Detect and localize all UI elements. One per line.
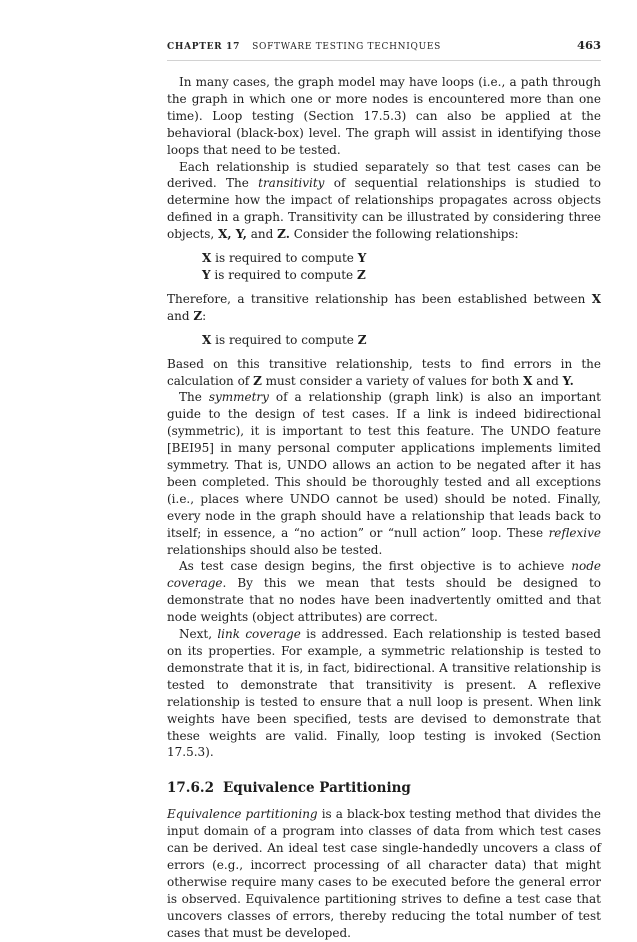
text-segment: is required to compute [210, 267, 357, 282]
section-heading [167, 780, 601, 797]
text-segment: Y [202, 267, 211, 282]
text-segment: is addressed. Each relationship is tested based on its properties. For example, a symmetric relationship is tested to demonstrate that it is, in fact, bidirectional. A transitive relationship is tested to demonstrate that transitivity is present. A reflexive relationship is tested to ensure that a null loop is present. When link weights have been specified, tests are devised to demonstrate that these weights are valid. Finally, loop testing is invoked (Section 17.5.3). [167, 627, 601, 760]
text-segment: must consider a variety of values for both [261, 373, 524, 388]
text-segment: X [202, 332, 212, 347]
text-segment: In many cases, the graph model may have loops (i.e., a path through the graph in which one or more nodes is encountered more than one time). Loop testing (Section 17.5.3) can also be applied at the behavioral (black-box) level. The graph will assist in identifying those loops that need to be tested. [167, 75, 601, 157]
text-segment: As test case design begins, the first objective is to achieve [179, 559, 572, 574]
section-number: 17.6.2 [167, 780, 214, 797]
text-segment: of sequential relationships is studied to determine how the impact of relationships propagates across objects defined in a graph. Transitivity can be illustrated by considering three objects, [167, 176, 601, 242]
text-segment: : [202, 308, 207, 323]
paragraph [167, 159, 601, 244]
text-segment: X [591, 291, 601, 306]
text-segment: Equivalence partitioning [167, 807, 318, 822]
chapter-label: CHAPTER 17 [167, 42, 241, 52]
text-segment: Each relationship is studied separately so that test cases can be derived. The [167, 159, 601, 191]
page-body [167, 74, 601, 942]
paragraph [167, 806, 601, 941]
display-relationship-line [202, 332, 601, 349]
text-segment: and [167, 308, 194, 323]
text-segment: Z [193, 308, 203, 323]
text-segment: Y [357, 251, 367, 266]
paragraph [167, 291, 601, 325]
text-segment: Next, [179, 627, 218, 642]
text-segment: and [246, 227, 278, 242]
text-segment: relationships should also be tested. [167, 542, 383, 557]
chapter-title: SOFTWARE TESTING TECHNIQUES [252, 42, 441, 52]
text-segment: X, Y, [218, 227, 247, 242]
paragraph [167, 356, 601, 390]
text-segment: Z [356, 267, 366, 282]
book-page [167, 38, 601, 942]
paragraph [167, 389, 601, 558]
display-relationship-group [202, 332, 601, 349]
text-segment: is a black-box testing method that divides the input domain of a program into classes of data from which test cases can be derived. An ideal test case single-handedly uncovers a class of errors (e.g., incorrect processing of all character data) that might otherwise require many cases to be executed before the general error is observed. Equivalence partitioning strives to define a test case that uncovers classes of errors, thereby reducing the total number of test cases that must be developed. [167, 807, 602, 940]
section-title: Equivalence Partitioning [222, 780, 411, 797]
paragraph [167, 74, 601, 159]
text-segment: is required to compute [211, 332, 358, 347]
text-segment: Based on this transitive relationship, tests to find errors in the calculation of [167, 356, 601, 388]
text-segment: The [179, 390, 209, 405]
page-header [167, 38, 601, 61]
text-segment: X [523, 373, 533, 388]
text-segment: symmetry [208, 390, 269, 405]
text-segment: Therefore, a transitive relationship has been established between [167, 291, 592, 306]
display-relationship-line [202, 250, 601, 267]
text-segment: . By this we mean that tests should be designed to demonstrate that no nodes have been inadvertently omitted and that node weights (object attributes) are correct. [167, 576, 601, 625]
text-segment: reflexive [548, 525, 601, 540]
text-segment: node coverage [167, 559, 601, 591]
text-segment: is required to compute [211, 251, 358, 266]
paragraph [167, 558, 601, 626]
text-segment: X [202, 251, 212, 266]
paragraph [167, 626, 601, 761]
page-number: 463 [576, 38, 601, 52]
display-relationship-group [202, 250, 601, 284]
text-segment: Y. [562, 373, 574, 388]
display-relationship-line [202, 267, 601, 284]
text-segment: transitivity [258, 176, 325, 191]
text-segment: of a relationship (graph link) is also an important guide to the design of test cases. If a link is indeed bidirectional (symmetric), it is important to test this feature. The UNDO feature [BEI95] in many personal computer applications implements limited symmetry. That is, UNDO allows an action to be negated after it has been completed. This should be thoroughly tested and all exceptions (i.e., places where UNDO cannot be used) should be noted. Finally, every node in the graph should have a relationship that leads back to itself; in essence, a “no action” or “null action” loop. These [167, 390, 601, 540]
text-segment: Z. [277, 227, 290, 242]
text-segment: Z [253, 373, 262, 388]
text-segment: and [532, 373, 563, 388]
text-segment: Z [357, 332, 367, 347]
text-segment: Consider the following relationships: [289, 227, 519, 242]
text-segment: link coverage [217, 627, 301, 642]
